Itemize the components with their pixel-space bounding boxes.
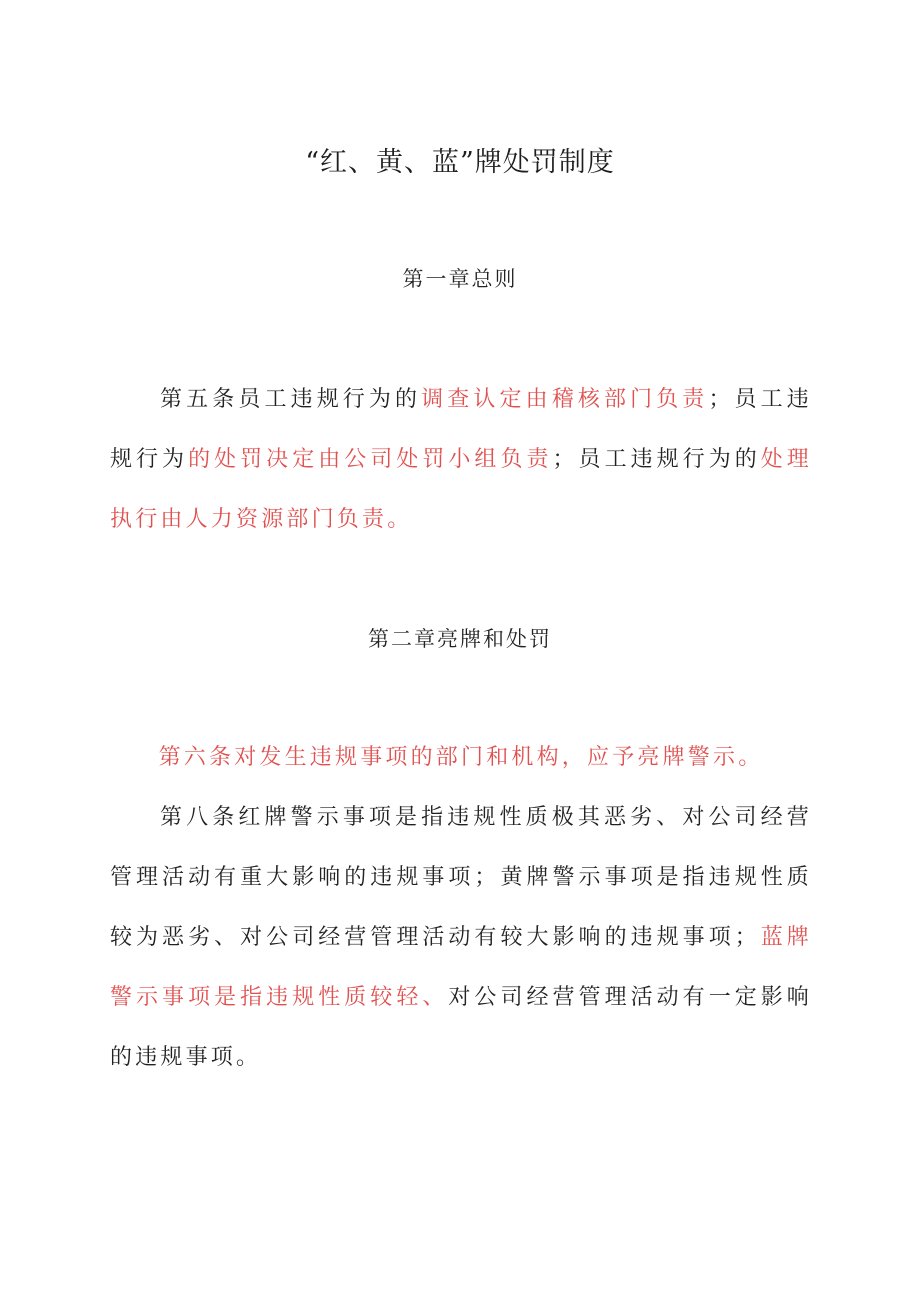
chapter-1-heading: 第一章总则	[402, 267, 518, 291]
article-8-text-2: 对公司经营管理活动有一定影响的违规事项。	[110, 985, 812, 1070]
article-5-highlight-2: 的处罚决定由公司处罚小组负责	[188, 447, 553, 472]
article-5-paragraph	[110, 370, 812, 550]
article-6-paragraph: 第六条对发生违规事项的部门和机构，应予亮牌警示。	[158, 745, 764, 770]
article-5-text-2: ；员工违规行为	[110, 387, 812, 472]
chapter-2-heading: 第二章亮牌和处罚	[368, 627, 552, 651]
article-8-text-1: 第八条红牌警示事项是指违规性质极其恶劣、对公司经营管理活动有重大影响的违规事项；黄牌警示事项是指违规性质较为恶劣、对公司经营管理活动有较大影响的违规事项；	[110, 805, 812, 950]
document-title: “红、黄、蓝”牌处罚制度	[305, 147, 615, 178]
article-5-highlight-1: 调查认定由稽核部门负责	[421, 387, 709, 412]
article-8-paragraph	[110, 788, 812, 1088]
article-5-text-3: ；员工违规行为的	[552, 447, 761, 472]
article-5-text-1: 第五条员工违规行为的	[160, 387, 422, 412]
article-5-highlight-3: 处理执行由人力资源部门负责。	[110, 447, 812, 532]
article-8-highlight: 蓝牌警示事项是指违规性质较轻、	[110, 925, 812, 1010]
